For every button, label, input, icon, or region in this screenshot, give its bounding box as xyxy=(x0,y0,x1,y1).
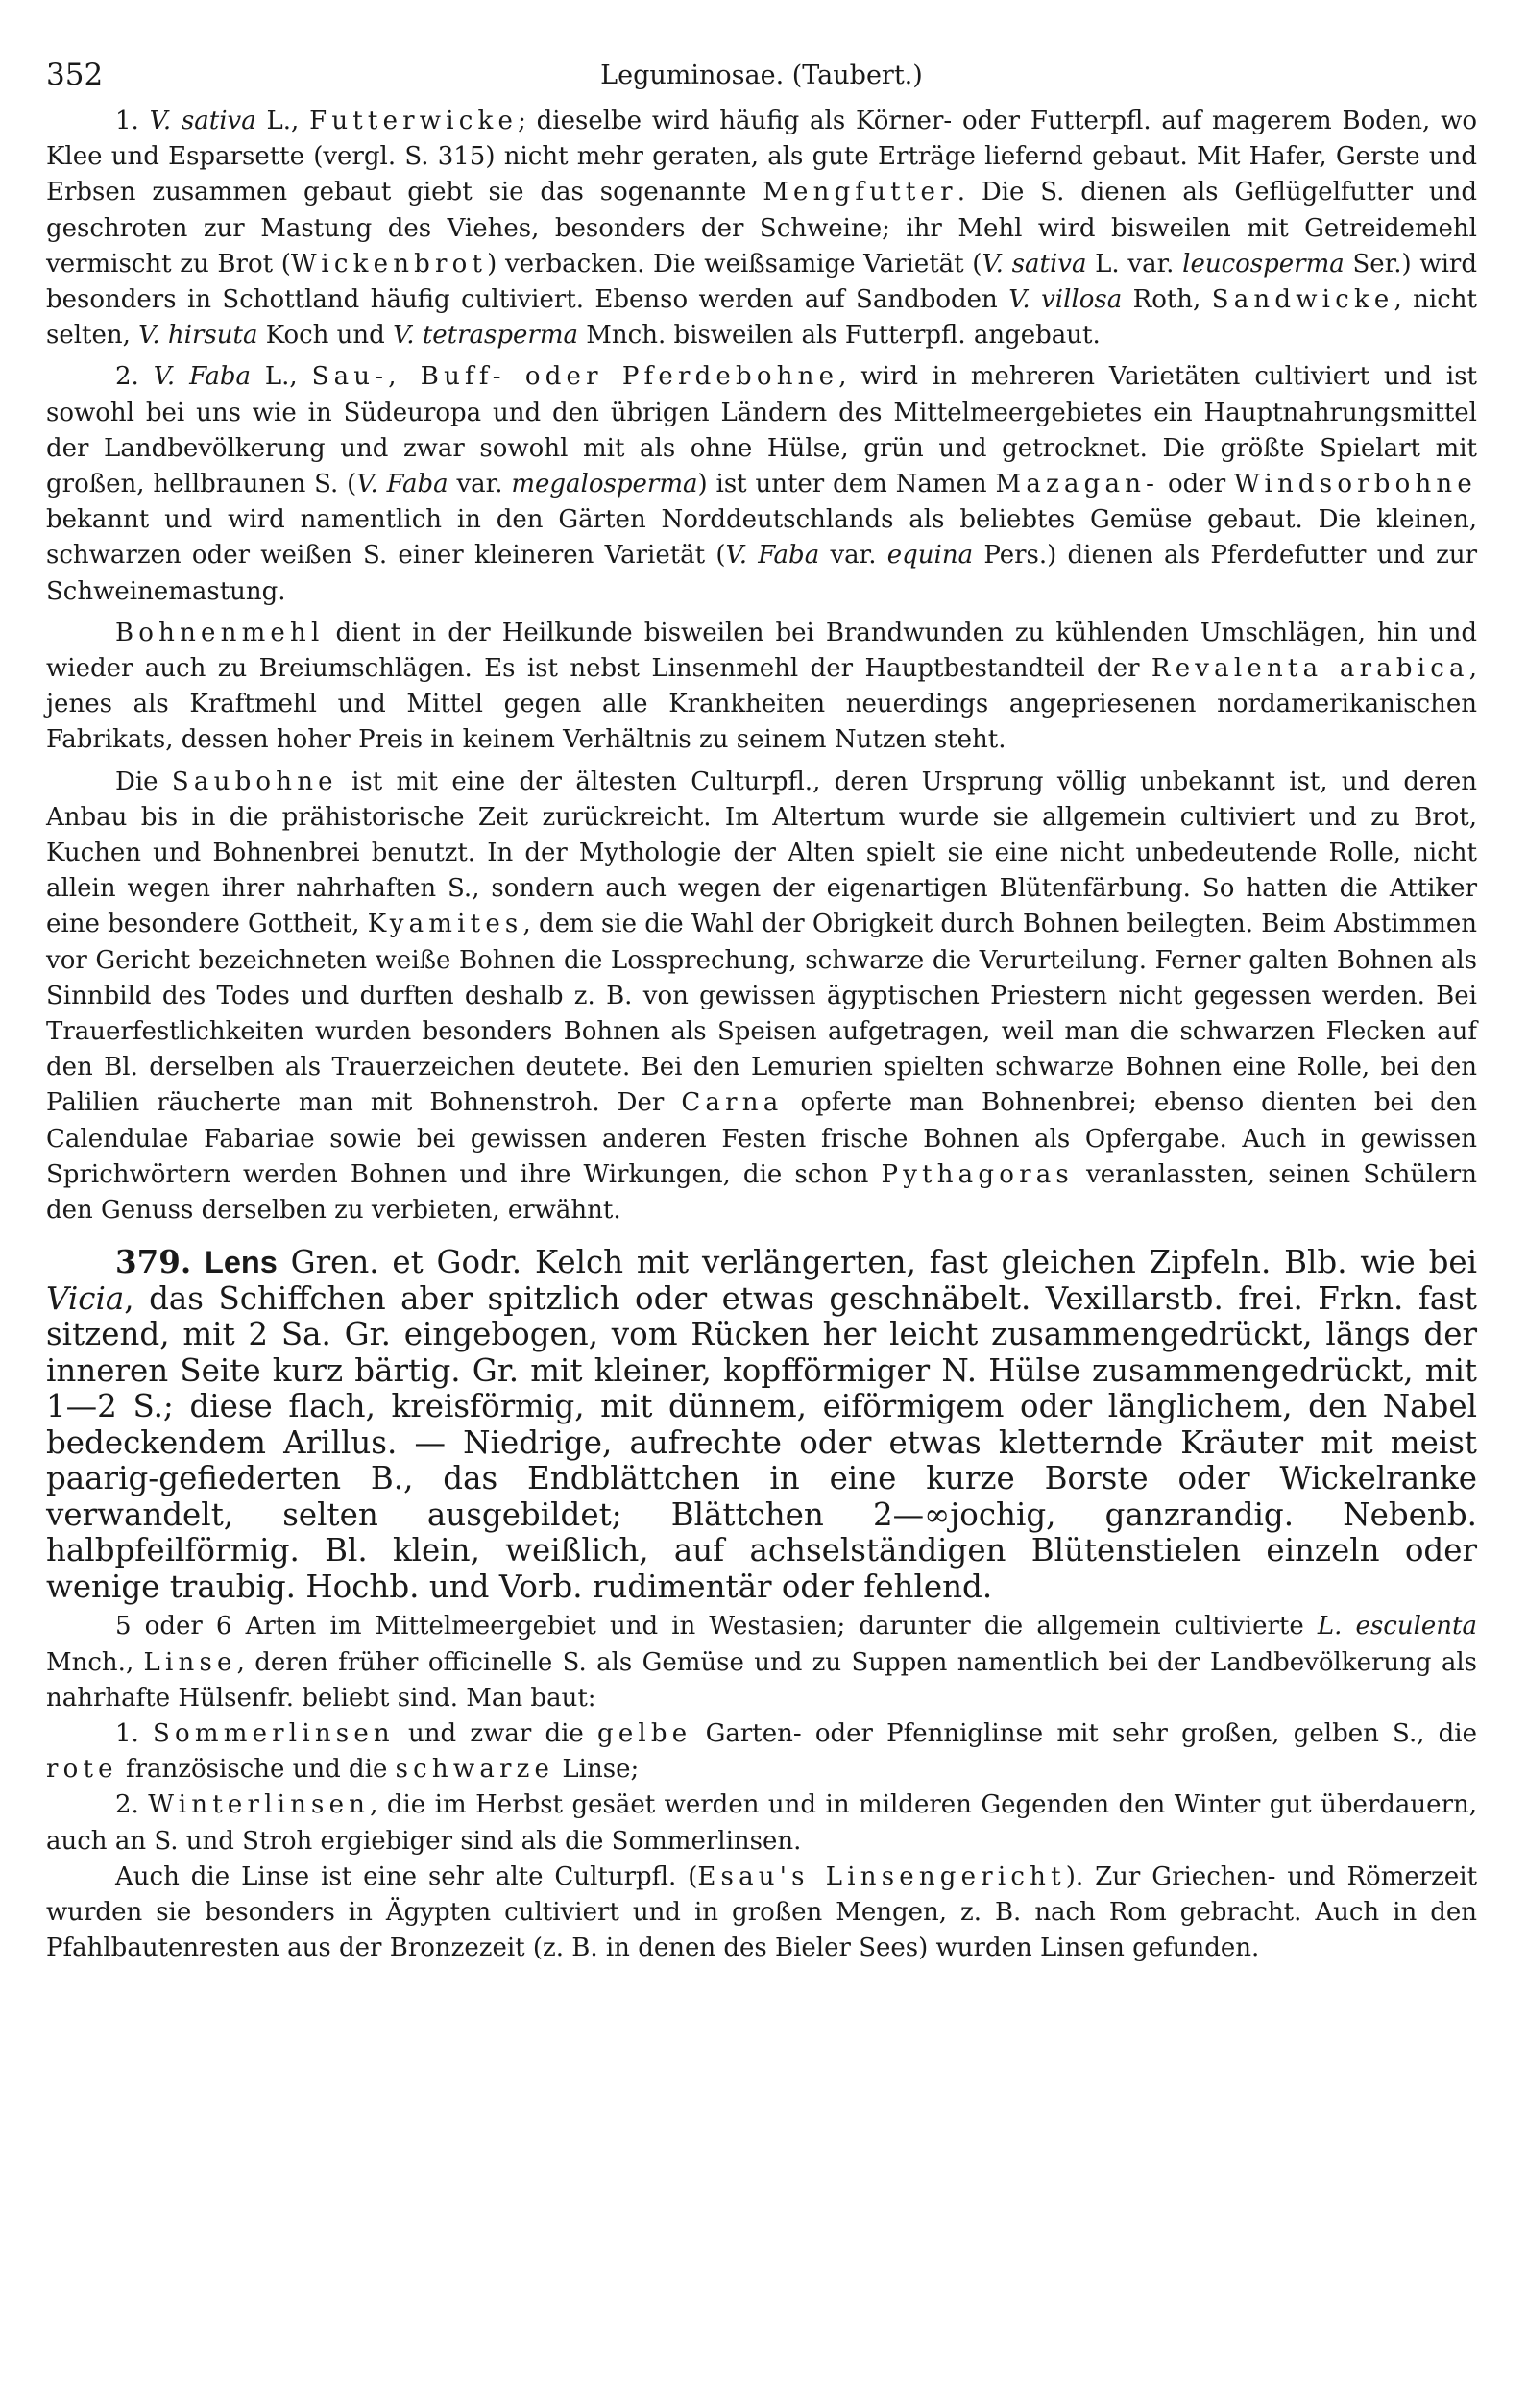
paragraph-sommerlinsen xyxy=(46,1716,1477,1788)
text: , die im Herbst gesäet werden und in milderen Gegenden den Winter gut überdauern, auch an S. und Stroh ergiebiger sind als die Sommerlinsen. xyxy=(46,1790,1478,1856)
text: veranlassten, seinen Schülern den Genuss derselben zu verbieten, erwähnt. xyxy=(46,1159,1477,1226)
taxon: L. esculenta xyxy=(1317,1612,1477,1642)
taxon: V. sativa xyxy=(149,107,256,135)
item-number: 1. xyxy=(115,107,139,135)
common-name: rote xyxy=(46,1755,118,1785)
page-number: 352 xyxy=(46,58,104,92)
text: ) verbacken. Die weißsamige Varietät ( xyxy=(487,249,982,279)
common-name: Sau-, Buff- oder Pferdebohne xyxy=(311,362,839,392)
text: L., xyxy=(255,107,310,135)
paragraph-saubohne xyxy=(46,765,1477,1229)
text: französische und die xyxy=(117,1755,396,1785)
taxon: V. villosa xyxy=(1008,285,1123,315)
taxon: Vicia xyxy=(46,1279,125,1317)
paragraph-linse-history xyxy=(46,1860,1477,1967)
text: , nicht selten, xyxy=(46,285,1477,351)
taxon: V. hirsuta xyxy=(138,321,258,351)
common-name: gelbe xyxy=(596,1718,692,1748)
text: bekannt und wird namentlich in den Gärten Norddeutschlands als beliebtes Gemüse gebaut. Die kleinen, schwarzen oder weißen S. einer kleineren Varietät ( xyxy=(46,505,1477,571)
taxon: V. Faba xyxy=(153,362,252,392)
taxon: megalosperma xyxy=(511,470,698,499)
text: Roth, xyxy=(1122,285,1212,315)
text: var. xyxy=(448,470,512,499)
common-name: Saubohne xyxy=(171,766,338,796)
text: und zwar die xyxy=(394,1718,597,1748)
common-name: Sommerlinsen xyxy=(153,1718,395,1748)
item-number: 2. xyxy=(115,1790,139,1820)
text: Ser.) wird besonders in Schottland häufig cultiviert. Ebenso werden auf Sandboden xyxy=(46,249,1477,315)
text: Mnch., xyxy=(46,1647,144,1677)
paragraph-vicia-faba xyxy=(46,359,1477,609)
paragraph-bohnenmehl xyxy=(46,616,1477,759)
taxon: equina xyxy=(886,541,974,571)
common-name: Mazagan- xyxy=(995,470,1160,499)
genus-name: Lens xyxy=(204,1245,278,1280)
paragraph-winterlinsen xyxy=(46,1788,1477,1859)
page-header xyxy=(46,58,1477,104)
text: oder xyxy=(1159,470,1234,499)
paragraph-genus-lens xyxy=(46,1244,1477,1605)
page xyxy=(46,58,1477,1966)
taxon: leucosperma xyxy=(1182,249,1345,279)
common-name: Carna xyxy=(681,1088,784,1118)
common-name: Wickenbrot xyxy=(290,249,488,279)
common-name: Sandwicke xyxy=(1211,285,1394,315)
text: Linse; xyxy=(554,1755,640,1785)
common-name: Kyamites xyxy=(367,910,523,939)
text: , dem sie die Wahl der Obrigkeit durch Bohnen beilegten. Beim Abstimmen vor Gericht bezeichneten weiße Bohnen die Lossprechung, schwarze die Verurteilung. Ferner galten Bohnen als Sinnbild des Todes und durften deshalb z. B. von gewissen ägyptischen Priestern nicht gegessen werden. Bei Trauerfestlichkeiten wurden besonders Bohnen als Speisen aufgetragen, weil man die schwarzen Flecken auf den Bl. derselben als Trauerzeichen deutete. Bei den Lemurien spielten schwarze Bohnen eine Rolle, bei den Palilien räucherte man mit Bohnenstroh. Der xyxy=(46,910,1477,1118)
taxon: V. tetrasperma xyxy=(393,321,579,351)
genus-number: 379. xyxy=(115,1243,192,1281)
common-name: Esau's Linsengericht xyxy=(697,1861,1066,1891)
paragraph-vicia-sativa xyxy=(46,104,1477,353)
text: Mnch. bisweilen als Futterpfl. angebaut. xyxy=(578,321,1101,351)
text: ). Zur Griechen- und Römerzeit wurden sie besonders in Ägypten cultiviert und in großen Mengen, z. B. nach Rom gebracht. Auch in den Pfahlbautenresten aus der Bronzezeit (z. B. in denen des Bieler Sees) wurden Linsen gefunden. xyxy=(46,1861,1478,1963)
common-name: Winterlinsen xyxy=(148,1790,371,1820)
text: , das Schiffchen aber spitzlich oder etwas geschnäbelt. Vexillarstb. frei. Frkn. fast sitzend, mit 2 Sa. Gr. eingebogen, vom Rücken her leicht zusammengedrückt, längs der inneren Seite kurz bärtig. Gr. mit kleiner, kopfförmiger N. Hülse zusammengedrückt, mit 1—2 S.; diese flach, kreisförmig, mit dünnem, eiförmigem oder länglichem, den Nabel bedeckendem Arillus. — Niedrige, aufrechte oder etwas kletternde Kräuter mit meist paarig-gefiederten B., das Endblättchen in eine kurze Borste oder Wickelranke verwandelt, selten ausgebildet; Blättchen 2—∞jochig, ganzrandig. Nebenb. halbpfeilförmig. Bl. klein, weißlich, auf achselständigen Blütenstielen einzeln oder wenige traubig. Hochb. und Vorb. rudimentär oder fehlend. xyxy=(46,1279,1477,1605)
common-name: schwarze xyxy=(395,1755,555,1785)
item-number: 2. xyxy=(115,362,139,392)
text: dient in der Heilkunde bisweilen bei Brandwunden zu kühlenden Umschlägen, hin und wieder auch zu Breiumschlägen. Es ist nebst Linsenmehl der Hauptbestandteil der xyxy=(46,618,1477,684)
text: , deren früher officinelle S. als Gemüse und zu Suppen namentlich bei der Landbevölkerung als nahrhafte Hülsenfr. beliebt sind. Man baut: xyxy=(46,1647,1478,1713)
common-name: Bohnenmehl xyxy=(115,618,325,647)
text: Koch und xyxy=(257,321,394,351)
text: Pers.) dienen als Pferdefutter und zur Schweinemastung. xyxy=(46,541,1478,606)
text: var. xyxy=(819,541,887,571)
common-name: Revalenta arabica xyxy=(1151,654,1469,684)
paragraph-lens-species xyxy=(46,1609,1477,1716)
text: ) ist unter dem Namen xyxy=(697,470,996,499)
common-name: Mengfutter xyxy=(763,178,957,207)
text: L. var. xyxy=(1086,249,1183,279)
text: Die xyxy=(115,766,172,796)
taxon: V. sativa xyxy=(982,249,1087,279)
text: ist mit eine der ältesten Culturpfl., deren Ursprung völlig unbekannt ist, und deren Anbau bis in die prähistorische Zeit zurückreicht. Im Altertum wurde sie allgemein cultiviert und zu Brot, Kuchen und Bohnenbrei benutzt. In der Mythologie der Alten spielt sie eine nicht unbedeutende Rolle, nicht allein wegen ihrer nahrhaften S., sondern auch wegen der eigenartigen Blütenfärbung. So hatten die Attiker eine besondere Gottheit, xyxy=(46,766,1477,939)
common-name: Futterwicke xyxy=(309,107,519,135)
taxon: V. Faba xyxy=(725,541,820,571)
text: L., xyxy=(251,362,312,392)
text: Garten- oder Pfenniglinse mit sehr großen, gelben S., die xyxy=(691,1718,1478,1748)
item-number: 1. xyxy=(115,1718,139,1748)
text: Auch die Linse ist eine sehr alte Culturpfl. ( xyxy=(115,1861,698,1891)
text: 5 oder 6 Arten im Mittelmeergebiet und in Westasien; darunter die allgemein cultivierte xyxy=(115,1612,1318,1642)
running-title: Leguminosae. (Taubert.) xyxy=(600,61,923,90)
text: . Die S. dienen als Geflügelfutter und geschroten zur Mastung des Viehes, besonders der Schweine; ihr Mehl wird bisweilen mit Getreidemehl vermischt zu Brot ( xyxy=(46,178,1478,279)
text: Gren. et Godr. Kelch mit verlängerten, fast gleichen Zipfeln. Blb. wie bei xyxy=(277,1244,1477,1281)
common-name: Linse xyxy=(143,1647,237,1677)
common-name: Pythagoras xyxy=(881,1159,1074,1189)
taxon: V. Faba xyxy=(356,470,448,499)
text: , jenes als Kraftmehl und Mittel gegen alle Krankheiten neuerdings angepriesenen nordamerikanischen Fabrikats, dessen hoher Preis in keinem Verhältnis zu seinem Nutzen steht. xyxy=(46,654,1477,755)
common-name: Windsorbohne xyxy=(1234,470,1477,499)
text: ; dieselbe wird häufig als Körner- oder Futterpfl. auf magerem Boden, wo Klee und Esparsette (vergl. S. 315) nicht mehr geraten, als gute Erträge liefernd gebaut. Mit Hafer, Gerste und Erbsen zusammen gebaut giebt sie das sogenannte xyxy=(46,107,1478,207)
text: opferte man Bohnenbrei; ebenso dienten bei den Calendulae Fabariae sowie bei gewissen anderen Festen frische Bohnen als Opfergabe. Auch in gewissen Sprichwörtern werden Bohnen und ihre Wirkungen, die schon xyxy=(46,1088,1477,1189)
text: , wird in mehreren Varietäten cultiviert und ist sowohl bei uns wie in Südeuropa und den übrigen Ländern des Mittelmeergebietes ein Hauptnahrungsmittel der Landbevölkerung und zwar sowohl mit als ohne Hülse, grün und getrocknet. Die größte Spielart mit großen, hellbraunen S. ( xyxy=(46,362,1477,499)
